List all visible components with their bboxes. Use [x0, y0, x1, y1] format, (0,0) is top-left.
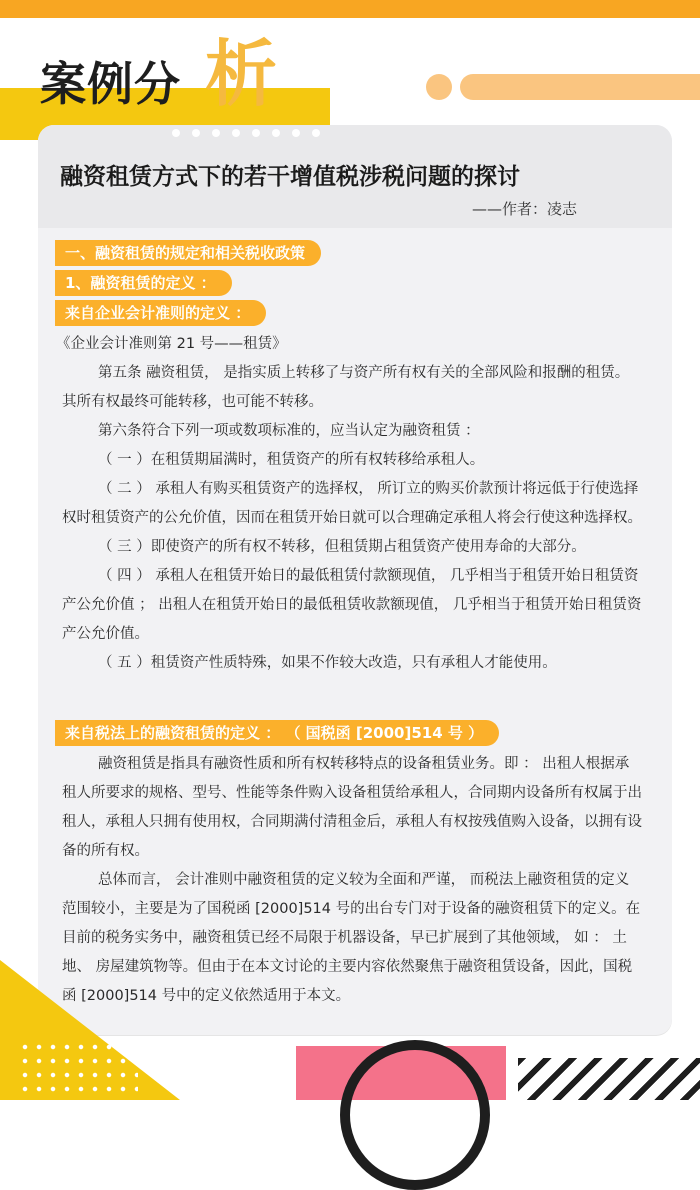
decor-dot	[426, 74, 452, 100]
logo-accent-char: 析	[205, 32, 278, 116]
top-orange-bar	[0, 0, 700, 18]
article-5-paragraph: 第五条 融资租赁， 是指实质上转移了与资产所有权有关的全部风险和报酬的租赁。其所有权最终可能转移，也可能不转移。	[62, 365, 630, 410]
decor-stripes	[518, 1058, 700, 1100]
criterion-1: （ 一 ）在租赁期届满时，租赁资产的所有权转移给承租人。	[98, 452, 485, 468]
criterion-3: （ 三 ）即使资产的所有权不转移，但租赁期占租赁资产使用寿命的大部分。	[98, 539, 586, 555]
tax-definition-paragraph: 融资租赁是指具有融资性质和所有权转移特点的设备租赁业务。即 ： 出租人根据承租人所要求的规格、型号、性能等条件购入设备租赁给承租人，合同期内设备所有权属于出租人，承租人只拥有使用权，合同期满付清租金后，承租人有权按残值购入设备，以拥有设备的所有权。	[62, 756, 642, 859]
section-tag-definition: 1、融资租赁的定义 ：	[55, 270, 232, 296]
standard-reference: 《企业会计准则第 21 号——租赁》	[56, 336, 287, 352]
decor-dot-grid	[18, 1040, 138, 1100]
section-tag-tax: 来自税法上的融资租赁的定义 ： （ 国税函 [2000]514 号 ）	[55, 720, 499, 746]
section-logo: 案例分	[40, 57, 181, 111]
decor-dots	[172, 122, 332, 141]
criterion-4: （ 四 ） 承租人在租赁开始日的最低租赁付款额现值， 几乎相当于租赁开始日租赁资产公允价值 ； 出租人在租赁开始日的最低租赁收款额现值， 几乎相当于租赁开始日租赁资产公允价值。	[62, 568, 642, 642]
decor-circle	[340, 1040, 490, 1190]
article-6-paragraph: 第六条符合下列一项或数项标准的，应当认定为融资租赁 ：	[98, 423, 480, 439]
decor-bar	[460, 74, 700, 100]
section-tag-policy: 一、融资租赁的规定和相关税收政策	[55, 240, 321, 266]
criterion-5: （ 五 ）租赁资产性质特殊，如果不作较大改造，只有承租人才能使用。	[98, 655, 557, 671]
section-tag-accounting: 来自企业会计准则的定义 ：	[55, 300, 266, 326]
article-author: ——作者：凌志	[472, 200, 578, 218]
criterion-2: （ 二 ） 承租人有购买租赁资产的选择权， 所订立的购买价款预计将远低于行使选择权时租赁资产的公允价值，因而在租赁开始日就可以合理确定承租人将会行使这种选择权。	[62, 481, 642, 526]
accounting-definition-text	[56, 330, 642, 678]
article-title: 融资租赁方式下的若干增值税涉税问题的探讨	[60, 164, 520, 190]
summary-paragraph: 总体而言， 会计准则中融资租赁的定义较为全面和严谨， 而税法上融资租赁的定义范围较小，主要是为了国税函 [2000]514 号的出台专门对于设备的融资租赁下的定义。在目前的税务实务中，融资租赁已经不局限于机器设备，早已扩展到了其他领域， 如 ： 土地、 房屋建筑物等。但由于在本文讨论的主要内容依然聚焦于融资租赁设备，因此，国税函 [2000]514 号中的定义依然适用于本文。	[62, 872, 641, 1004]
